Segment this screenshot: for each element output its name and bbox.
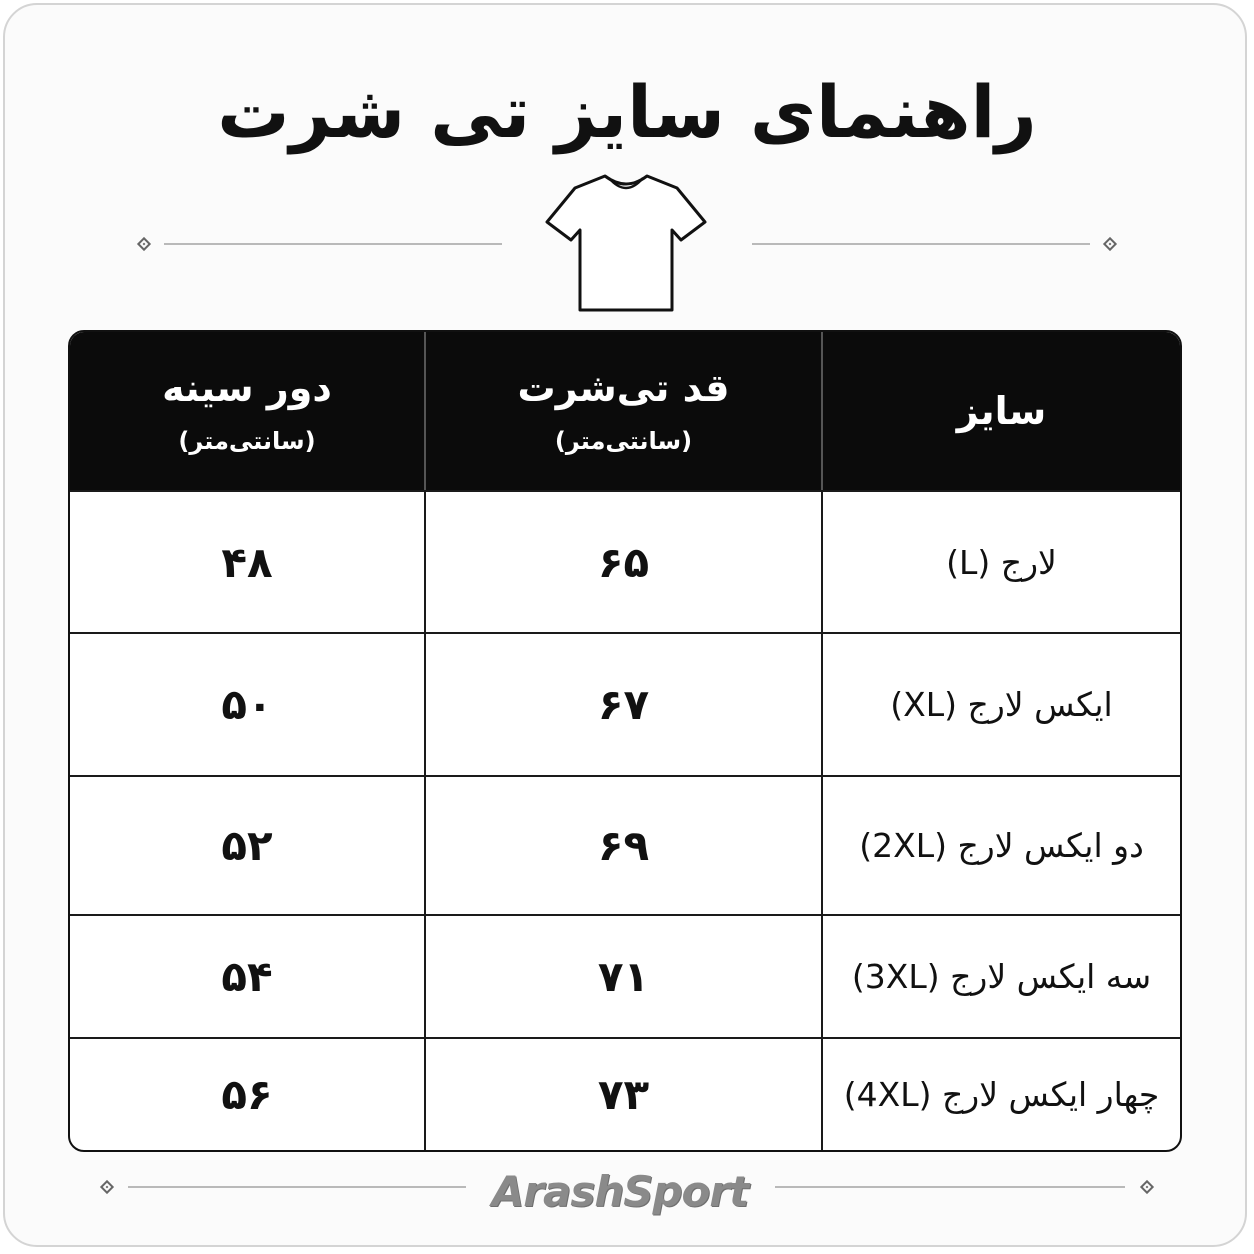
size-cell: چهار ایکس لارج (4XL) xyxy=(821,1037,1180,1150)
table-row xyxy=(70,632,1180,775)
length-cell: ۶۹ xyxy=(424,775,821,914)
length-cell: ۷۱ xyxy=(424,914,821,1037)
chest-cell: ۵۲ xyxy=(70,775,424,914)
length-cell: ۷۳ xyxy=(424,1037,821,1150)
size-cell: لارج (L) xyxy=(821,490,1180,632)
header-label: سایز xyxy=(956,389,1047,433)
brand-logo: ArashSport xyxy=(491,1167,749,1216)
header-chest xyxy=(70,332,424,490)
length-cell: ۶۵ xyxy=(424,490,821,632)
chest-cell: ۵۶ xyxy=(70,1037,424,1150)
header-size xyxy=(821,332,1180,490)
size-cell: ایکس لارج (XL) xyxy=(821,632,1180,775)
divider-line xyxy=(775,1186,1125,1188)
table-row xyxy=(70,490,1180,632)
table-row xyxy=(70,775,1180,914)
header-unit: (سانتی‌متر) xyxy=(178,427,316,455)
divider-line xyxy=(164,243,502,245)
size-table xyxy=(68,330,1182,1152)
table-row xyxy=(70,1037,1180,1150)
chest-cell: ۴۸ xyxy=(70,490,424,632)
size-cell: سه ایکس لارج (3XL) xyxy=(821,914,1180,1037)
chest-cell: ۵۰ xyxy=(70,632,424,775)
table-row xyxy=(70,914,1180,1037)
length-cell: ۶۷ xyxy=(424,632,821,775)
divider-line xyxy=(128,1186,466,1188)
table-header-row xyxy=(70,332,1180,490)
tshirt-icon xyxy=(543,172,711,314)
header-label: قد تی‌شرت xyxy=(517,366,730,410)
divider-line xyxy=(752,243,1090,245)
header-label: دور سینه xyxy=(162,366,332,410)
chest-cell: ۵۴ xyxy=(70,914,424,1037)
page-title: راهنمای سایز تی شرت xyxy=(217,70,1037,154)
size-cell: دو ایکس لارج (2XL) xyxy=(821,775,1180,914)
header-length xyxy=(424,332,821,490)
header-unit: (سانتی‌متر) xyxy=(554,427,693,455)
